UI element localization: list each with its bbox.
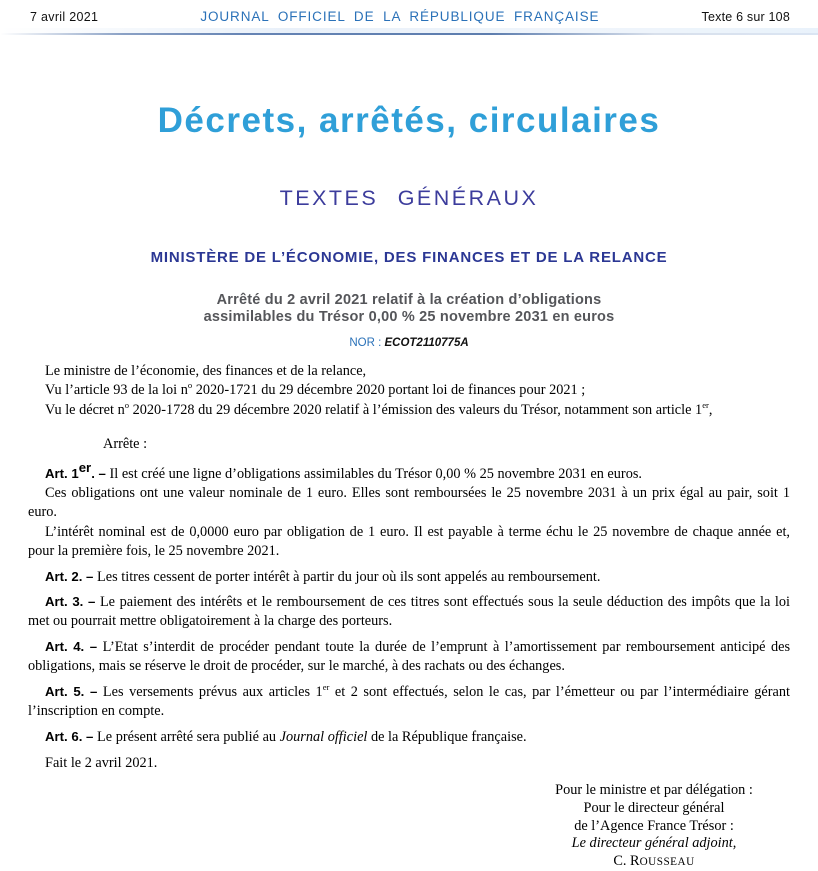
visa-2-sup2: er xyxy=(702,400,709,411)
article-1-label-end: . xyxy=(91,465,99,481)
signature-for-director-line: Pour le directeur général xyxy=(583,799,725,816)
visa-1 xyxy=(28,381,790,400)
signature-agency-line: de l’Agence France Trésor : xyxy=(574,817,734,834)
article-1-label-sup: er xyxy=(78,459,92,475)
article-3-text: Le paiement des intérêts et le remboursement de ces titres sont effectués sous la seule déduction des impôts que la loi met ou pourrait mettre obligatoirement à la charge des porteurs. xyxy=(28,594,790,630)
article-1 xyxy=(28,459,790,484)
article-6-text: Le présent arrêté sera publié au xyxy=(97,728,280,745)
enacting-formula: Arrête : xyxy=(103,436,148,453)
signature-block xyxy=(518,782,790,871)
visa-2-sup1: o xyxy=(124,400,130,411)
section-main-title: Décrets, arrêtés, circulaires xyxy=(157,101,661,140)
header-date: 7 avril 2021 xyxy=(30,10,99,24)
article-1-para-2: Ces obligations ont une valeur nominale de 1 euro. Elles sont remboursées le 25 novembre 2031 à un prix égal au pair, soit 1 euro. xyxy=(28,485,790,521)
article-5-sup: er xyxy=(322,681,330,692)
article-2 xyxy=(28,567,790,587)
article-6-text-end: de la République française. xyxy=(367,728,527,745)
signature-delegation-line: Pour le ministre et par délégation : xyxy=(555,782,753,799)
header-journal-title: JOURNAL OFFICIEL DE LA RÉPUBLIQUE FRANÇAISE xyxy=(200,9,600,24)
visa-2-text-end: , xyxy=(708,401,713,418)
signature-name-initial: C. R xyxy=(613,852,640,869)
article-2-label: Art. 2. xyxy=(45,568,87,584)
article-6-journal-officiel: Journal officiel xyxy=(279,728,368,745)
ministry-heading: MINISTÈRE DE L’ÉCONOMIE, DES FINANCES ET DE LA RELANCE xyxy=(150,249,668,266)
article-6 xyxy=(28,727,790,747)
article-3 xyxy=(28,592,790,632)
nor-value: ECOT2110775A xyxy=(384,337,469,349)
article-1-text: Il est créé une ligne d’obligations assimilables du Trésor 0,00 % 25 novembre 2031 en euros. xyxy=(109,465,642,482)
header-text-ref: Texte 6 sur 108 xyxy=(701,10,790,24)
article-1-label: Art. 1 xyxy=(45,465,79,481)
act-title-line1: Arrêté du 2 avril 2021 relatif à la création d’obligations xyxy=(216,292,602,308)
nor-label: NOR : xyxy=(349,337,385,349)
signature-date-line: Fait le 2 avril 2021. xyxy=(45,754,158,771)
article-5-text-end: et 2 sont effectués, selon le cas, par l’émetteur ou par l’intermédiaire gérant l’inscription en compte. xyxy=(28,683,790,720)
article-5-text: Les versements prévus aux articles 1 xyxy=(102,683,323,700)
visa-1-sup: o xyxy=(187,380,193,391)
signature-name-rest: OUSSEAU xyxy=(639,855,695,868)
visa-1-text-end: 2020-1721 du 29 décembre 2020 portant loi de finances pour 2021 ; xyxy=(192,382,586,399)
act-body xyxy=(28,362,790,871)
article-4 xyxy=(28,637,790,677)
visa-2-text: Vu le décret n xyxy=(45,401,125,418)
article-4-label: Art. 4. xyxy=(45,638,90,654)
signature-title-line: Le directeur général adjoint, xyxy=(571,835,737,852)
article-1-dash: – xyxy=(98,465,110,481)
article-2-dash: – xyxy=(86,568,98,584)
article-1-para-3: L’intérêt nominal est de 0,0000 euro par obligation de 1 euro. Il est payable à terme échu le 25 novembre de chaque année et, pour la première fois, le 25 novembre 2021. xyxy=(28,523,790,560)
article-4-text: L’Etat s’interdit de procéder pendant toute la durée de l’emprunt à l’amortissement par remboursement anticipé des obligations, mais se réserve le droit de procéder, sur le marché, à des rachats ou des échanges. xyxy=(28,638,791,675)
visa-2-text-mid: 2020-1728 du 29 décembre 2020 relatif à l’émission des valeurs du Trésor, notamment son article 1 xyxy=(129,401,703,418)
article-2-text: Les titres cessent de porter intérêt à partir du jour où ils sont appelés au remboursement. xyxy=(97,568,601,585)
article-6-dash: – xyxy=(86,728,98,744)
visa-2 xyxy=(28,401,790,420)
page-header xyxy=(0,0,818,24)
signature-name xyxy=(518,853,790,871)
article-6-label: Art. 6. xyxy=(45,728,87,744)
article-4-dash: – xyxy=(89,638,103,654)
article-3-label: Art. 3. xyxy=(45,594,88,610)
article-5-label: Art. 5. xyxy=(45,683,90,699)
article-5-dash: – xyxy=(89,683,103,699)
header-divider xyxy=(0,33,818,35)
article-5 xyxy=(28,682,790,722)
article-3-dash: – xyxy=(87,594,100,610)
visa-1-text: Vu l’article 93 de la loi n xyxy=(45,382,188,399)
act-title xyxy=(0,292,818,325)
act-title-line2: assimilables du Trésor 0,00 % 25 novembre 2031 en euros xyxy=(203,308,615,325)
nor-line xyxy=(0,337,818,349)
preamble-minister: Le ministre de l’économie, des finances et de la relance, xyxy=(45,363,367,379)
section-subtitle: TEXTES GÉNÉRAUX xyxy=(279,186,539,210)
